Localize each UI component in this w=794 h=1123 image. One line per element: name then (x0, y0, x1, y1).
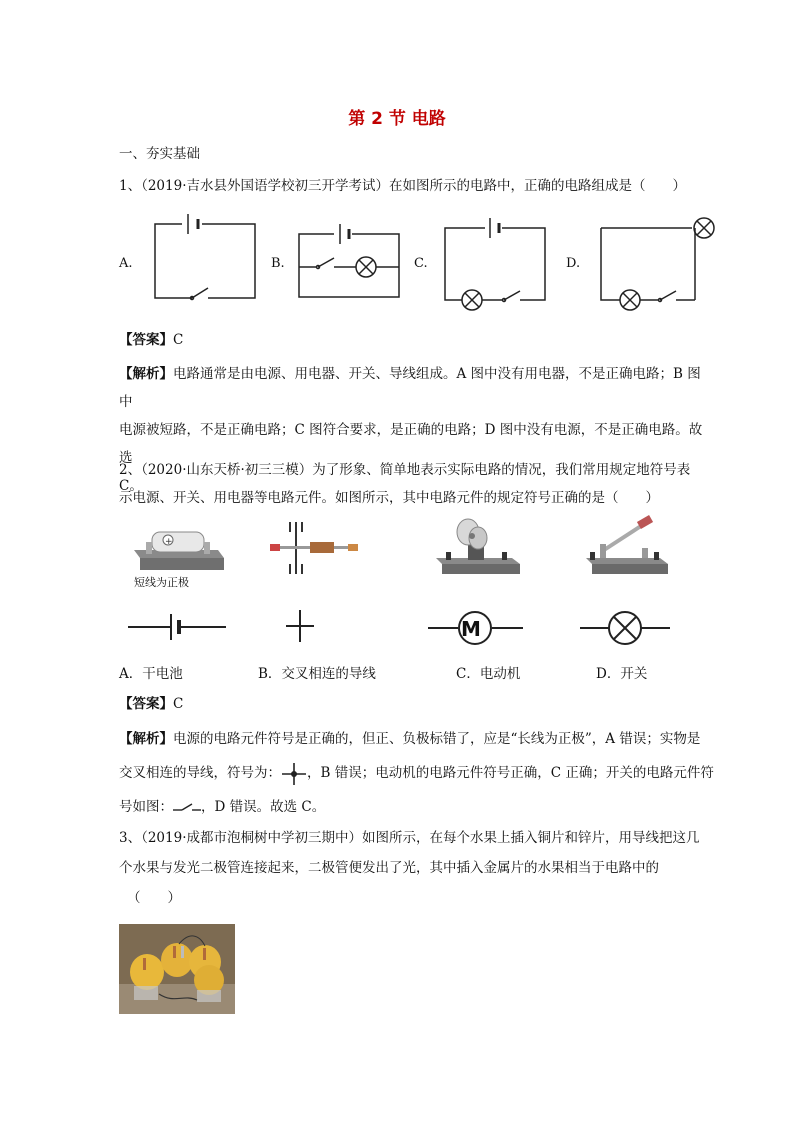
q2-stem (119, 456, 719, 512)
q1-analysis-label: 【解析】 (119, 366, 173, 382)
crossed-wire-symbol (284, 608, 316, 644)
q2-analysis-line1: 电源的电路元件符号是正确的，但正、负极标错了，应是“长线为正极”，A 错误；实物是 (173, 731, 701, 747)
q2-option-a: A．干电池 (119, 666, 183, 682)
motor-image (432, 514, 522, 576)
q1-analysis-line1: 电路通常是由电源、用电器、开关、导线组成。A 图中没有用电器，不是正确电路；B 图中 (119, 366, 701, 410)
page-title: 第 2 节 电路 (348, 109, 446, 129)
q2-option-d: D．开关 (596, 666, 648, 682)
q1-answer-value: C (173, 332, 184, 348)
inline-junction-symbol (281, 762, 307, 786)
crossed-wires-image (270, 520, 360, 576)
svg-text:+: + (165, 537, 173, 547)
q2-option-b: B．交叉相连的导线 (258, 666, 376, 682)
q1-analysis-line2: 电源被短路，不是正确电路；C 图符合要求，是正确的电路；D 图中没有电源，不是正确电路。故选 (119, 422, 703, 466)
q2-analysis-line3-end: ，D 错误。故选 C。 (201, 799, 326, 815)
q1-answer-label: 【答案】 (119, 332, 173, 348)
q1-option-d: D. (566, 256, 581, 271)
lamp-symbol (580, 610, 672, 646)
q2-answer-label: 【答案】 (119, 696, 173, 712)
q2-answer (119, 690, 183, 718)
battery-symbol (128, 612, 228, 642)
q2-analysis-label: 【解析】 (119, 731, 173, 747)
circuit-diagram-b (294, 222, 404, 302)
q1-option-b: B. (271, 256, 285, 271)
q2-analysis-line2-start: 交叉相连的导线，符号为： (119, 765, 281, 781)
q3-stem-line1: 3、（2019·成都市泡桐树中学初三期中）如图所示，在每个水果上插入铜片和锌片，用导线把这几 (119, 830, 700, 846)
fruit-battery-photo (119, 924, 235, 1014)
motor-symbol-letter: M (461, 617, 481, 641)
q1-option-a: A. (119, 256, 133, 271)
q2-stem-line1: 2、（2020·山东天桥·初三三模）为了形象、简单地表示实际电路的情况，我们常用规定地符号表 (119, 462, 691, 478)
section-heading: 一、夯实基础 (119, 146, 200, 162)
circuit-diagram-a (150, 208, 260, 303)
q3-stem-line3: （ ） (127, 890, 181, 906)
q2-analysis-line3-start: 号如图： (119, 799, 173, 815)
q1-option-c: C. (414, 256, 428, 271)
q2-analysis-line2-end: ，B 错误；电动机的电路元件符号正确，C 正确；开关的电路元件符 (307, 765, 714, 781)
circuit-d-right-wire (690, 225, 700, 305)
battery-holder-image (130, 522, 226, 572)
q3-stem-line2: 个水果与发光二极管连接起来，二极管便发出了光，其中插入金属片的水果相当于电路中的 (119, 860, 659, 876)
circuit-diagram-c (440, 212, 550, 317)
inline-switch-symbol (173, 801, 201, 815)
q2-option-c: C．电动机 (456, 666, 521, 682)
q1-answer (119, 326, 183, 354)
battery-caption: 短线为正极 (134, 576, 189, 589)
q2-answer-value: C (173, 696, 184, 712)
q1-stem: 1、（2019·吉水县外国语学校初三开学考试）在如图所示的电路中，正确的电路组成是（ ） (119, 178, 686, 194)
q3-stem (119, 824, 729, 912)
q1-analysis-line3: C。 (119, 478, 143, 494)
knife-switch-image (582, 512, 672, 574)
q2-stem-line2: 示电源、开关、用电器等电路元件。如图所示，其中电路元件的规定符号正确的是（ ） (119, 490, 659, 506)
q2-analysis (119, 722, 719, 824)
